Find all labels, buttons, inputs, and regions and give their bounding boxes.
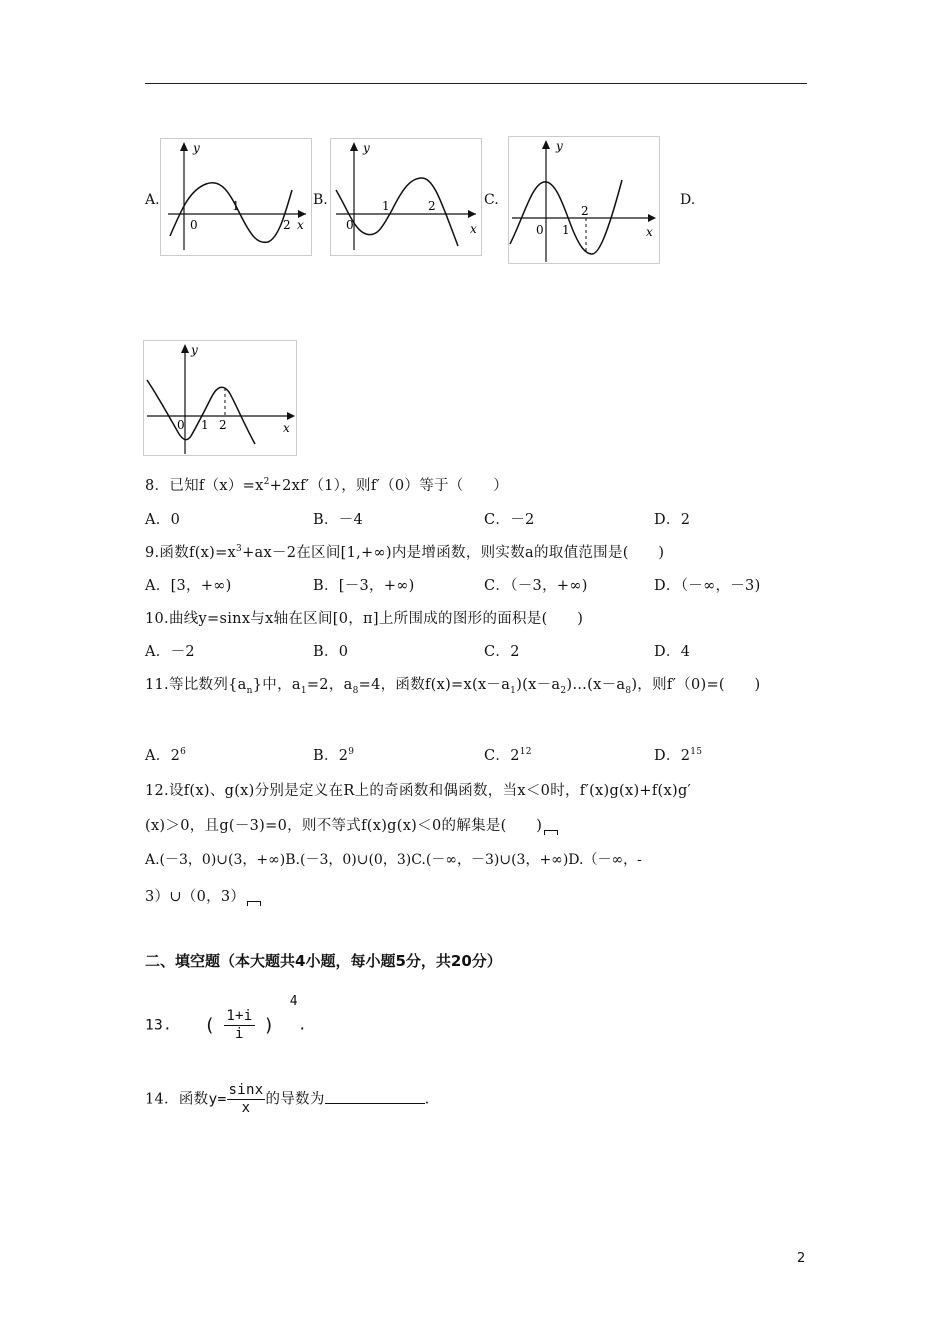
q10-option-d: D．4 [654, 644, 691, 660]
page-number: 2 [797, 1251, 806, 1266]
y-label: y [193, 141, 200, 155]
header-rule [145, 83, 807, 84]
fraction: $\frac{\sin x}{x}$ [228, 1082, 264, 1116]
option-c-label: C. [484, 192, 499, 208]
question-10: 10.曲线y=sinx与x轴在区间[0，π]上所围成的图形的面积是( ) [145, 611, 584, 627]
question-11: 11.等比数列$\{a_n\}$中，$a_1=2$，$a_8=4$，函数$f(x)=x(x-a_1)(x-a_2)\dots(x-a_8)$，则f′（0)=( ) [145, 677, 761, 696]
question-12-line-2: (x)＞0，且g(－3)=0，则不等式f(x)g(x)＜0的解集是( ) [145, 814, 558, 835]
q8-option-b: B．－4 [313, 512, 364, 528]
svg-text:x: x [470, 222, 477, 236]
svg-text:2: 2 [428, 199, 436, 213]
graph-option-d [143, 340, 297, 456]
bracket-mark-icon [544, 830, 558, 835]
graph-option-c [508, 136, 660, 264]
origin-label: 0 [190, 218, 198, 232]
svg-text:x: x [283, 421, 290, 435]
q9-option-d: D．（－∞，－3) [654, 578, 761, 594]
svg-text:0: 0 [346, 218, 354, 232]
svg-text:2: 2 [219, 418, 227, 432]
graph-option-b [330, 138, 482, 256]
tick-1: 1 [232, 199, 240, 213]
question-13: 13. ( $\frac{1+i}{i}$ ) 4. [145, 994, 307, 1042]
q10-option-b: B．0 [313, 644, 349, 660]
svg-text:1: 1 [562, 223, 570, 237]
q9-option-a: A．[3，+∞) [145, 578, 232, 594]
q10-option-c: C．2 [484, 644, 520, 660]
q9-option-c: C．（－3，+∞) [484, 578, 588, 594]
svg-text:y: y [556, 139, 563, 153]
svg-text:0: 0 [536, 223, 544, 237]
section-heading: 二、填空题（本大题共4小题，每小题5分，共20分） [145, 952, 502, 970]
bracket-mark-icon [247, 901, 261, 906]
graph-option-a [160, 138, 312, 256]
question-12-line-3: A.(－3，0)∪(3，+∞)B.(－3，0)∪(0，3)C.(－∞，－3)∪(3，+∞)D.（－∞，- [145, 852, 642, 868]
option-b-label: B. [313, 192, 328, 208]
svg-text:0: 0 [177, 418, 185, 432]
tick-2: 2 [283, 218, 291, 232]
fraction: $\frac{1+i}{i}$ [226, 1008, 253, 1042]
question-8: 8．已知$f(x)=x^2+2xf'(1)$，则f′（0）等于（ ） [145, 477, 509, 494]
q9-option-b: B．[－3，+∞) [313, 578, 415, 594]
q11-option-b: B．$2^9$ [313, 747, 355, 764]
svg-text:y: y [363, 141, 370, 155]
q8-option-a: A．0 [145, 512, 181, 528]
q11-option-a: A．$2^6$ [145, 747, 187, 764]
svg-text:1: 1 [382, 199, 390, 213]
curve [170, 183, 292, 243]
q11-option-d: D．$2^{15}$ [654, 747, 703, 764]
svg-text:x: x [646, 225, 653, 239]
question-9: 9.函数$f(x)=x^3+ax-2$在区间[1,+∞)内是增函数，则实数a的取值范围是( ) [145, 544, 665, 561]
answer-blank[interactable] [325, 1089, 425, 1104]
question-12-line-4: 3）∪（0，3） [145, 885, 261, 906]
svg-text:2: 2 [581, 204, 589, 218]
question-14: 14．函数y= $\frac{\sin x}{x}$ 的导数为 . [145, 1082, 430, 1116]
q10-option-a: A．－2 [145, 644, 195, 660]
option-d-label: D. [680, 192, 696, 208]
q8-option-d: D．2 [654, 512, 691, 528]
svg-text:1: 1 [201, 418, 209, 432]
svg-text:y: y [191, 343, 198, 357]
q11-option-c: C．$2^{12}$ [484, 747, 532, 764]
q8-option-c: C．－2 [484, 512, 535, 528]
option-a-label: A. [145, 192, 160, 208]
question-12-line-1: 12.设f(x)、g(x)分别是定义在R上的奇函数和偶函数，当x＜0时，f′(x)g(x)+f(x)g′ [145, 783, 692, 799]
x-label: x [297, 218, 304, 232]
